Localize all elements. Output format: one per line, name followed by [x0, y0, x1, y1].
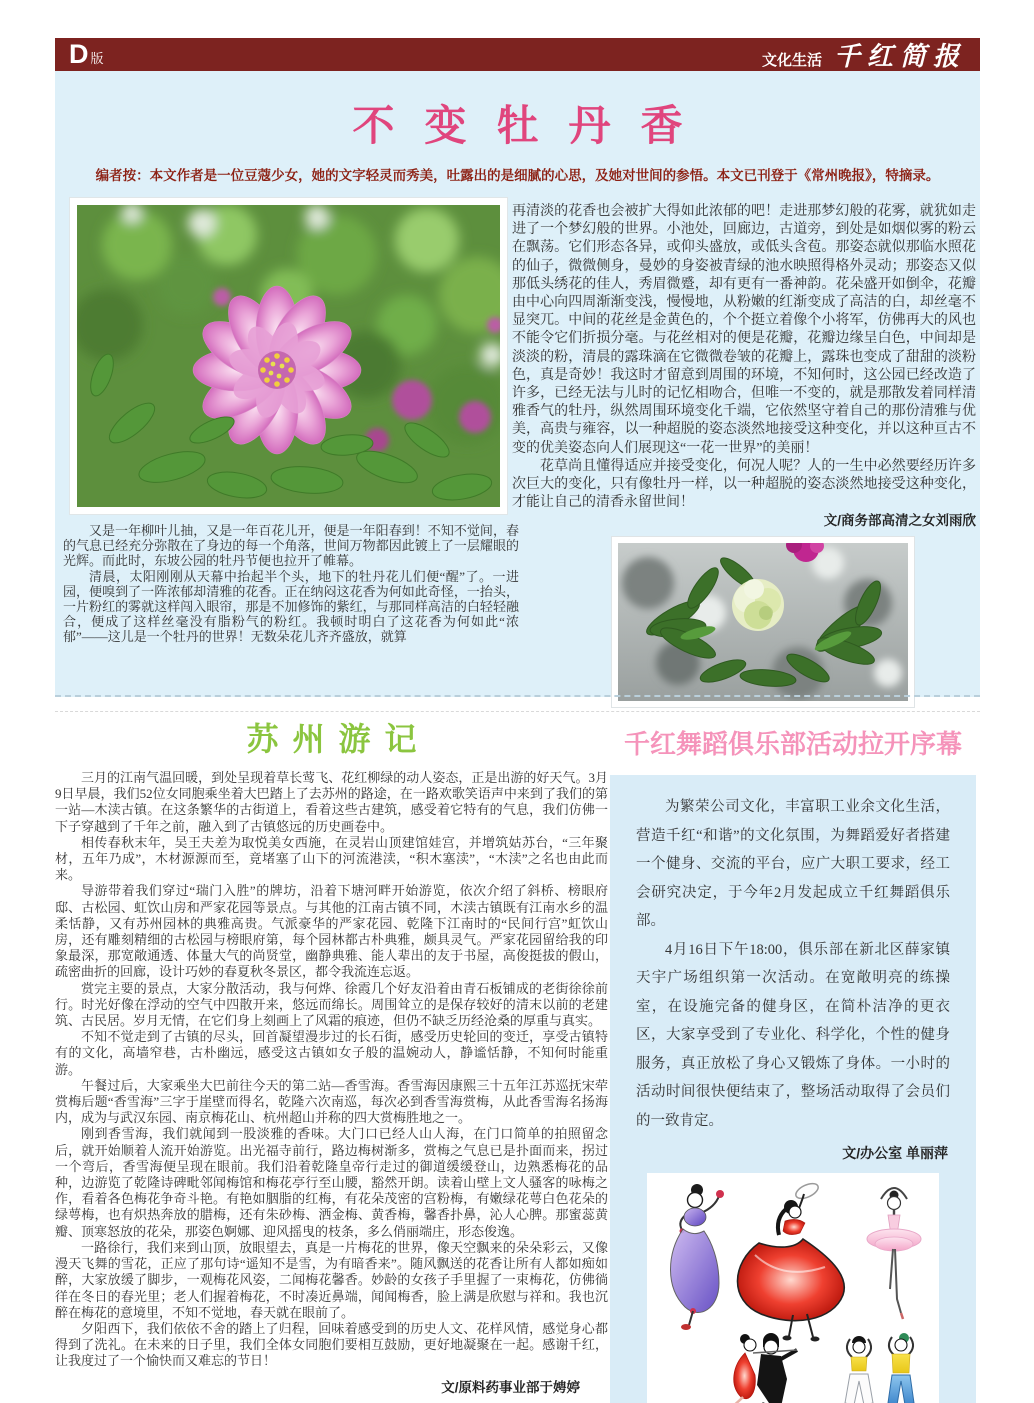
hiphop-duo	[836, 1333, 923, 1403]
flamenco-dancer-red	[738, 1180, 845, 1341]
paragraph: 花草尚且懂得适应并接受变化，何况人呢？人的一生中必然要经历许多次巨大的变化，只有像牡丹一样，以一种超脱的姿态淡然地接受这种变化，才能让自己的清香永留世间！	[512, 458, 976, 511]
suzhou-article-title: 苏州游记	[246, 721, 431, 757]
paragraph: 再清淡的花香也会被扩大得如此浓郁的吧！走进那梦幻般的花雾，就犹如走进了一个梦幻般的世界。小池处，回廊边，古道旁，到处是如烟似雾的粉云在飘荡。它们形态各异，或仰头盛放，或低头含苞。那姿态就似那临水照花的仙子，微微侧身，曼妙的身姿被青绿的池水映照得格外灵动；那姿态又似那低头绣花的佳人，秀眉微蹙，却有更有一番神韵。花朵盛开如倒伞，花瓣由中心向四周渐渐变浅，慢慢地，从粉嫩的红渐变成了高洁的白，却丝毫不显突兀。中间的花丝是金黄色的，个个挺立着像个小将军，仿佛再大的风也不能令它们折损分毫。与花丝相对的便是花瓣，花瓣边缘呈白色，中间却是淡淡的粉，清晨的露珠滴在它微微卷皱的花瓣上，露珠也变成了甜甜的淡粉色，真是奇妙！我这时才留意到周围的环境，不知何时，这公园已经改造了许多，已经无法与儿时的记忆相吻合，但唯一不变的，就是那散发着同样清雅香气的牡丹，纵然周围环境变化千端，它依然坚守着自己的那份清雅与优美，高贵与雍容，以一种超脱的姿态淡然地接受这种变化，并以这种亘古不变的优美姿态向人们展现这“一花一世界”的美丽！	[512, 204, 976, 456]
paragraph: 三月的江南气温回暖，到处呈现着草长莺飞、花红柳绿的动人姿态，正是出游的好天气。3月9日早晨，我们52位女同胞乘坐着大巴踏上了去苏州的路途，在一路欢歌笑语声中来到了我们的第一站—木渎古镇。在这条繁华的古街道上，看着这些古建筑，感受着它特有的气息，我们仿佛一下子穿越到了千年之前，融入到了古镇悠远的历史画卷中。	[55, 770, 608, 834]
paragraph: 夕阳西下，我们依依不舍的踏上了归程，回味着感受到的历史人文、花样风情，感觉身心都得到了洗礼。在未来的日子里，我们全体女同胞们要相互鼓励，更好地凝聚在一起。感谢千红，让我度过了一个愉快而又难忘的节日！	[55, 1320, 608, 1369]
section-label: 文化生活	[761, 53, 822, 69]
folk-dancer-purple	[671, 1184, 725, 1330]
edition-label	[69, 41, 104, 68]
header-bar	[55, 38, 980, 71]
paragraph: 又是一年柳叶儿抽，又是一年百花儿开，便是一年阳春到！不知不觉间，春的气息已经充分弥散在了身边的每一个角落，世间万物都因此镀上了一层耀眼的光辉。而此时，东坡公园的牡丹节便也拉开了帷幕。	[63, 523, 519, 569]
edition-suffix: 版	[90, 51, 104, 66]
paragraph: 赏完主要的景点，大家分散活动，我与何烨、徐霞几个好友沿着由青石板铺成的老街徐徐前行。时光好像在浮动的空气中四散开来，悠远而绵长。周围耸立的是保存较好的清末以前的老建筑、古民居。岁月无情，在它们身上刻画上了风霜的痕迹，但仍不缺乏历经沧桑的厚重与真实。	[55, 980, 608, 1029]
paragraph: 清晨，太阳刚刚从天幕中抬起半个头，地下的牡丹花儿们便“醒”了。一进园，便嗅到了一阵浓郁却清雅的花香。正在纳闷这花香为何如此奇怪，一抬头，一片粉红的雾就这样闯入眼帘，那是不加修饰的紫红，与那同样高洁的白轻轻融合，便成了这样丝毫没有脂粉气的粉红。我顿时明白了这花香为何如此“浓郁”——这儿是一个牡丹的世界！无数朵花儿齐齐盛放，就算	[63, 568, 519, 645]
paragraph: 导游带着我们穿过“瑞门入胜”的牌坊，沿着下塘河畔开始游览，依次介绍了斜桥、榜眼府邸、古松园、虹饮山房和严家花园等景点。与其他的江南古镇不同，木渎古镇既有江南水乡的温柔恬静，又有苏州园林的典雅高贵。气派豪华的严家花园、乾隆下江南时的“民间行宫”虹饮山房，还有雕刻精细的古松园与榜眼府第，每个园林都古朴典雅，颇具灵气。严家花园留给我的印象最深，那宽敞通透、体量大气的尚贤堂，幽静典雅、能人辈出的友于书屋，高俊挺拔的假山，疏密曲折的回廊，设计巧妙的春夏秋冬景区，都令我流连忘返。	[55, 883, 608, 980]
green-peony-bud	[732, 579, 784, 631]
paragraph: 相传春秋末年，吴王夫差为取悦美女西施，在灵岩山顶建馆娃宫，并增筑姑苏台，“三年聚材，五年乃成”，木材源源而至，竟堵塞了山下的河流港渎，“积木塞渎”，“木渎”之名也由此而来。	[55, 834, 608, 883]
editor-note: 编者按：本文作者是一位豆蔻少女，她的文字轻灵而秀美，吐露出的是细腻的心思，及她对世间的参悟。本文已刊登于《常州晚报》，特摘录。	[95, 168, 940, 183]
tango-couple	[713, 1333, 797, 1403]
peony-article-section	[55, 71, 980, 697]
dance-club-title: 千红舞蹈俱乐部活动拉开序幕	[623, 729, 962, 759]
paragraph: 不知不觉走到了古镇的尽头，回首凝望漫步过的长石街，感受历史轮回的变迁，享受古镇特有的文化，高墙窄巷，古朴幽远，感受这古镇如女子般的温婉动人，静谧恬静，不知何时能重游。	[55, 1029, 608, 1077]
peony-article-right-column	[512, 203, 976, 707]
byline: 文/原料药事业部于娉婷	[441, 1379, 580, 1395]
paragraph: 一路徐行，我们来到山顶，放眼望去，真是一片梅花的世界，像天空飘来的朵朵彩云，又像漫天飞舞的雪花，正应了那句诗“遥知不是雪，为有暗香来”。随风飘送的花香让所有人都如痴如醉，大家放缓了脚步，一观梅花风姿，二闻梅花馨香。妙龄的女孩子手里握了一束梅花，仿佛徜徉在冬日的春光里；老人们握着梅花，不时凑近鼻端，闻闻梅香，脸上满是欣慰与祥和。我也沉醉在梅花的意境里，不知不觉地，春天就在眼前了。	[55, 1239, 608, 1320]
dance-club-article	[610, 716, 976, 1403]
paragraph: 为繁荣公司文化，丰富职工业余文化生活，营造千红“和谐”的文化氛围，为舞蹈爱好者搭建一个健身、交流的平台，应广大职工要求，经工会研究决定，于今年2月发起成立千红舞蹈俱乐部。	[636, 799, 950, 929]
dance-club-panel	[610, 775, 976, 1403]
peony-article-left-column	[63, 523, 519, 645]
peony-article-title: 不变牡丹香	[352, 102, 713, 149]
paragraph: 午餐过后，大家乘坐大巴前往今天的第二站—香雪海。香雪海因康熙三十五年江苏巡抚宋荦赏梅后题“香雪海”三字于崖壁而得名，乾隆六次南巡，每次必到香雪海赏梅，从此香雪海名扬海内，成为与武汉东园、南京梅花山、杭州超山并称的四大赏梅胜地之一。	[55, 1077, 608, 1126]
paragraph: 4月16日下午18:00，俱乐部在新北区薛家镇天宇广场组织第一次活动。在宽敞明亮的练操室，在设施完备的健身区，在简朴洁净的更衣区，大家享受到了专业化、科学化，个性的健身服务，真正放松了身心又锻炼了身体。一小时的活动时间很快便结束了，整场活动取得了会员们的一致肯定。	[636, 941, 950, 1129]
pink-peony-photo	[70, 198, 507, 514]
section-divider-dashed	[55, 695, 980, 697]
byline: 文/商务部高清之女刘雨欣	[823, 513, 976, 529]
dancers-illustration	[647, 1173, 939, 1403]
masthead	[762, 36, 966, 73]
brand-name: 千红简报	[833, 42, 966, 71]
suzhou-article	[55, 714, 608, 1396]
ballerina-pink	[867, 1188, 921, 1319]
edition-letter: D	[69, 39, 89, 69]
section-divider-dotted	[55, 711, 980, 712]
byline: 文/办公室 单丽萍	[842, 1145, 948, 1161]
paragraph: 刚到香雪海，我们就闻到一股淡雅的香味。大门口已经人山人海，在门口简单的拍照留念后，就开始顺着人流开始游览。出光福寺前行，路边梅树渐多，赏梅之气息已是扑面而来，拐过一个弯后，香雪海便呈现在眼前。我们沿着乾隆皇帝行走过的御道缓缓登山，边熟悉梅花的品种，边游览了乾隆诗碑毗邻闻梅馆和梅花亭行至山腰，豁然开朗。读着山壁上文人骚客的咏梅之作，看着各色梅花争奇斗艳。有艳如胭脂的红梅，有花朵茂密的宫粉梅，有嫩绿花萼白色花朵的绿萼梅，也有炽热奔放的腊梅，还有朱砂梅、洒金梅、黄香梅，馨香扑鼻，沁人心脾。那蜜蕊黄瓣、顶寒怒放的花朵，那姿色婀娜、迎风摇曳的枝条，多么俏丽端庄，形态俊逸。	[55, 1126, 608, 1239]
green-peony-photo	[612, 537, 914, 707]
